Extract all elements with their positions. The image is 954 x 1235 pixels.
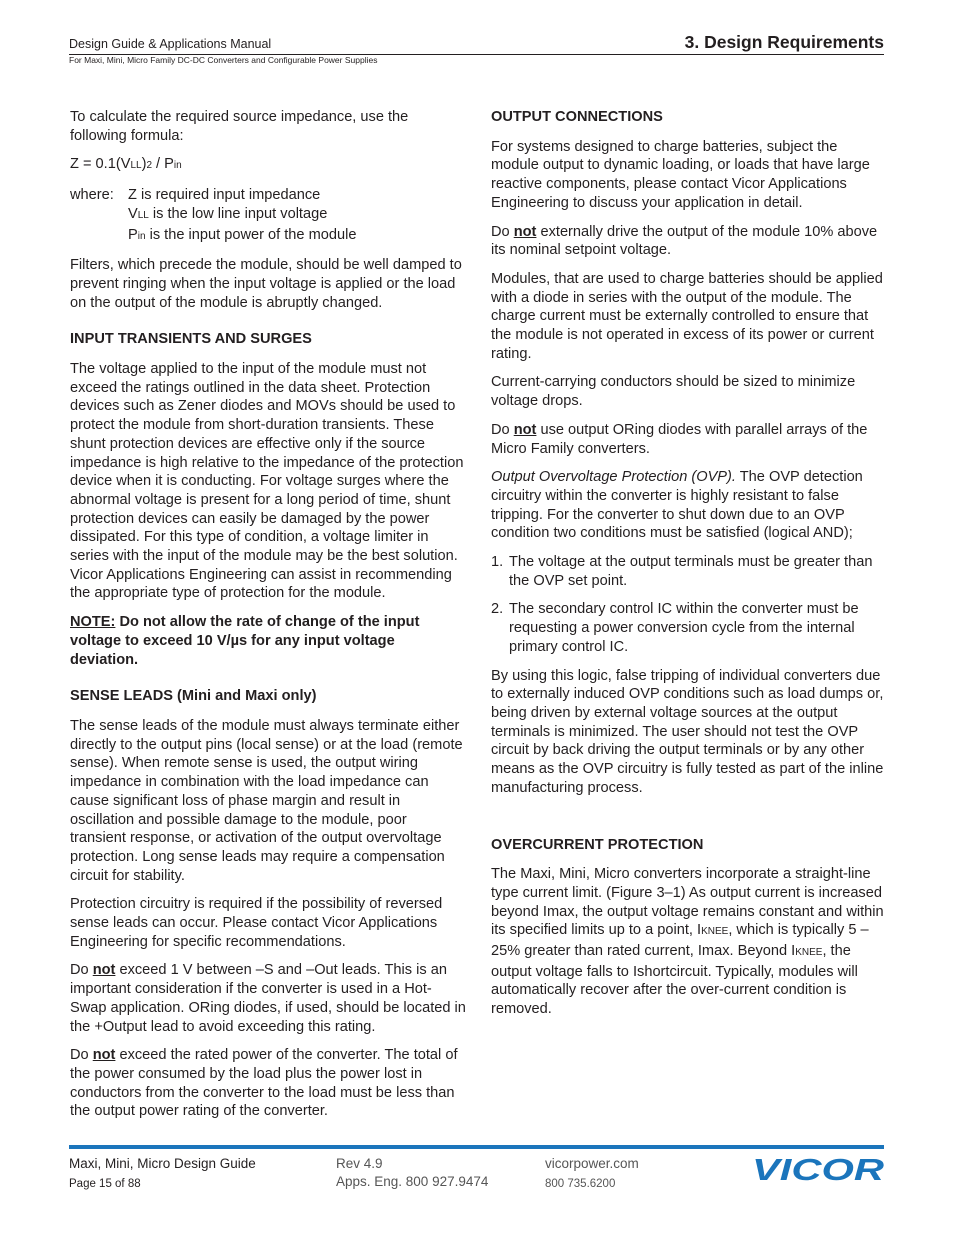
- heading-overcurrent: OVERCURRENT PROTECTION: [491, 836, 704, 853]
- footer-left: [69, 1155, 256, 1193]
- footer-revision: Rev 4.9: [336, 1156, 383, 1171]
- section-title: 3. Design Requirements: [684, 32, 884, 52]
- note-paragraph: NOTE: Do not allow the rate of change of the input voltage to exceed 10 V/µs for any input voltage deviation.: [70, 614, 420, 668]
- footer-website: vicorpower.com: [545, 1156, 639, 1171]
- svg-text:VICOR: VICOR: [752, 1154, 885, 1184]
- page-number: Page 15 of 88: [69, 1178, 141, 1190]
- header-manual-title: Design Guide & Applications Manual: [69, 37, 272, 51]
- intro-paragraph: To calculate the required source impedance, use the following formula:: [70, 109, 409, 144]
- header-subtitle: For Maxi, Mini, Micro Family DC-DC Converters and Configurable Power Supplies: [69, 55, 378, 65]
- output-paragraph-5: Do not use output ORing diodes with parallel arrays of the Micro Family converters.: [491, 421, 868, 457]
- right-column: [491, 108, 887, 1029]
- footer-guide-title: Maxi, Mini, Micro Design Guide: [69, 1156, 256, 1171]
- ovp-paragraph: Output Overvoltage Protection (OVP). The OVP detection circuitry within the converter is highly resistant to false tripping. For the converter to shut down due to an OVP condition two conditions must be satisfied (logical AND);: [491, 469, 863, 542]
- ovp-conditions-list: [491, 553, 887, 657]
- transients-paragraph: The voltage applied to the input of the module must not exceed the ratings outlined in the data sheet. Protection devices such as Zener diodes and MOVs should be used to protect the module from short-duration transients. These shunt protection devices are effective only if the source impedance is high relative to the impedance of the protection device when it is conducting. For voltage surges where the abnormal voltage is present for a long period of time, shunt protection devices can easily be damaged by the power dissipated. For this type of condition, a voltage limiter in series with the input of the module may be the best solution. Vicor Applications Engineering can assist in recommending the appropriate type of protection for the module.: [70, 361, 464, 602]
- sense-paragraph-2: Protection circuitry is required if the possibility of reversed sense leads can occur. Please contact Vicor Applications Engineering for specific recommendations.: [70, 896, 443, 950]
- ovp-logic-paragraph: By using this logic, false tripping of individual converters due to externally induced OVP conditions such as load dumps or, being driven by external voltage sources at the output terminals is minimized. The user should not test the OVP circuit by back driving the output terminals or by any other means as the OVP circuitry is fully tested as part of the inline manufacturing process.: [491, 667, 884, 796]
- heading-input-transients: INPUT TRANSIENTS AND SURGES: [70, 331, 312, 348]
- filters-paragraph: Filters, which precede the module, should be well damped to prevent ringing when the input voltage is applied or the load on the output of the module is abruptly changed.: [70, 257, 462, 311]
- overcurrent-paragraph: The Maxi, Mini, Micro converters incorporate a straight-line type current limit. (Figure 3–1) As output current is increased beyond Imax, the output voltage remains constant and within its specified limits up to a point, IKNEE, which is typically 5 – 25% greater than rated current, Imax. Beyond IKNEE, the output voltage falls to Ishortcircuit. Typically, modules will automatically recover after the over-current condition is removed.: [491, 866, 884, 1018]
- output-paragraph-1: For systems designed to charge batteries, subject the module output to dynamic loading, or loads that have large reactive components, please contact Vicor Applications Engineering to discuss your application in detail.: [491, 138, 870, 211]
- output-paragraph-2: Do not externally drive the output of the module 10% above its nominal setpoint voltage.: [491, 223, 878, 259]
- vicor-logo: [752, 1154, 886, 1184]
- left-column: [70, 108, 466, 1131]
- list-item: 1. The voltage at the output terminals must be greater than the OVP set point.: [491, 554, 873, 589]
- formula-where: where: Z is required input impedance VLL is the low line input voltage Pin is the input power of the module: [70, 187, 357, 243]
- output-paragraph-4: Current-carrying conductors should be sized to minimize voltage drops.: [491, 374, 856, 410]
- sense-paragraph-4: Do not exceed the rated power of the converter. The total of the power consumed by the load plus the power lost in conductors from the converter to the load must be less than the output power rating of the converter.: [70, 1047, 458, 1120]
- footer-middle: [336, 1155, 488, 1191]
- sense-paragraph-1: The sense leads of the module must always terminate either directly to the output pins (local sense) or at the load (remote sense). When remote sense is used, the output wiring impedance in combination with the load impedance can cause significant loss of phase margin and result in oscillation and possible damage to the module, poor transient response, or activation of the output overvoltage protection. Long sense leads may require a compensation circuit for stability.: [70, 717, 463, 884]
- list-item: 2. The secondary control IC within the converter must be requesting a power conversion cycle from the internal primary control IC.: [491, 601, 859, 655]
- impedance-formula: Z = 0.1(VLL)2 / Pin: [70, 156, 182, 173]
- output-paragraph-3: Modules, that are used to charge batteries should be applied with a diode in series with the output of the module. The charge current must be externally controlled to ensure that the module is not operated in excess of its power or current rating.: [491, 270, 883, 362]
- sense-paragraph-3: Do not exceed 1 V between –S and –Out leads. This is an important consideration if the converter is used in a Hot-Swap application. ORing diodes, if used, should be located in the +Output lead to avoid exceeding this rating.: [70, 962, 466, 1035]
- footer-right: [545, 1155, 639, 1193]
- footer-phone: 800 735.6200: [545, 1178, 616, 1190]
- heading-output-connections: OUTPUT CONNECTIONS: [491, 109, 663, 125]
- heading-sense-leads: SENSE LEADS (Mini and Maxi only): [70, 688, 317, 705]
- footer-apps-phone: Apps. Eng. 800 927.9474: [336, 1174, 489, 1189]
- footer-rule: [69, 1145, 884, 1149]
